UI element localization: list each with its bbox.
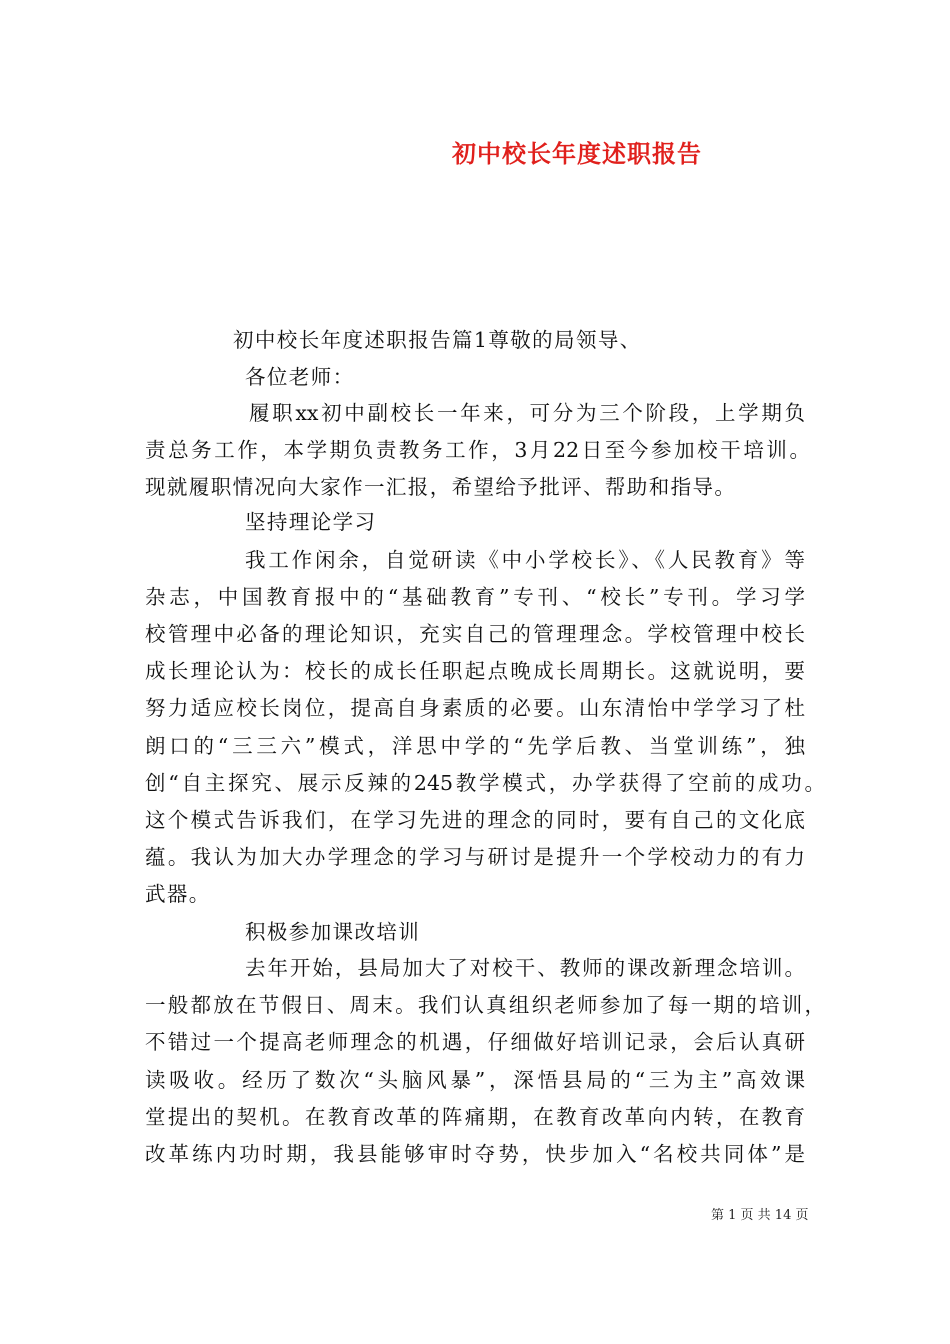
text-line: 去年开始，县局加大了对校干、教师的课改新理念培训。 <box>245 956 805 980</box>
text-line: 杂志，中国教育报中的“基础教育”专刊、“校长”专刊。学习学 <box>145 585 805 609</box>
document-title: 初中校长年度述职报告 <box>452 139 702 168</box>
text-line: 这个模式告诉我们，在学习先进的理念的同时，要有自己的文化底 <box>145 808 805 832</box>
text-line: 履职xx初中副校长一年来，可分为三个阶段，上学期负 <box>249 401 805 425</box>
text-line: 堂提出的契机。在教育改革的阵痛期，在教育改革向内转，在教育 <box>145 1105 805 1129</box>
text-line: 现就履职情况向大家作一汇报，希望给予批评、帮助和指导。 <box>145 475 737 499</box>
text-line: 改革练内功时期，我县能够审时夺势，快步加入“名校共同体”是 <box>145 1142 805 1166</box>
text-line: 朗口的“三三六”模式，洋思中学的“先学后教、当堂训练”，独 <box>145 734 805 758</box>
text-line: 我工作闲余，自觉研读《中小学校长》、《人民教育》等 <box>245 548 805 572</box>
section-heading: 坚持理论学习 <box>245 510 377 534</box>
text-line: 武器。 <box>145 882 211 906</box>
text-line: 成长理论认为：校长的成长任职起点晚成长周期长。这就说明，要 <box>145 659 805 683</box>
page-number: 第 1 页 共 14 页 <box>711 1208 809 1223</box>
text-line: 各位老师： <box>245 365 355 389</box>
text-line: 不错过一个提高老师理念的机遇，仔细做好培训记录，会后认真研 <box>145 1030 805 1054</box>
text-line: 读吸收。经历了数次“头脑风暴”，深悟县局的“三为主”高效课 <box>145 1068 805 1092</box>
text-line: 蕴。我认为加大办学理念的学习与研讨是提升一个学校动力的有力 <box>145 845 805 869</box>
text-line: 初中校长年度述职报告篇1尊敬的局领导、 <box>233 328 642 352</box>
text-line: 责总务工作，本学期负责教务工作，3月22日至今参加校干培训。 <box>145 438 810 462</box>
text-line: 校管理中必备的理论知识，充实自己的管理理念。学校管理中校长 <box>145 622 805 646</box>
text-line: 一般都放在节假日、周末。我们认真组织老师参加了每一期的培训， <box>145 993 825 1017</box>
section-heading: 积极参加课改培训 <box>245 920 421 944</box>
text-line: 努力适应校长岗位，提高自身素质的必要。山东清怡中学学习了杜 <box>145 696 805 720</box>
text-line: 创“自主探究、展示反辣的245教学模式，办学获得了空前的成功。 <box>145 771 825 795</box>
